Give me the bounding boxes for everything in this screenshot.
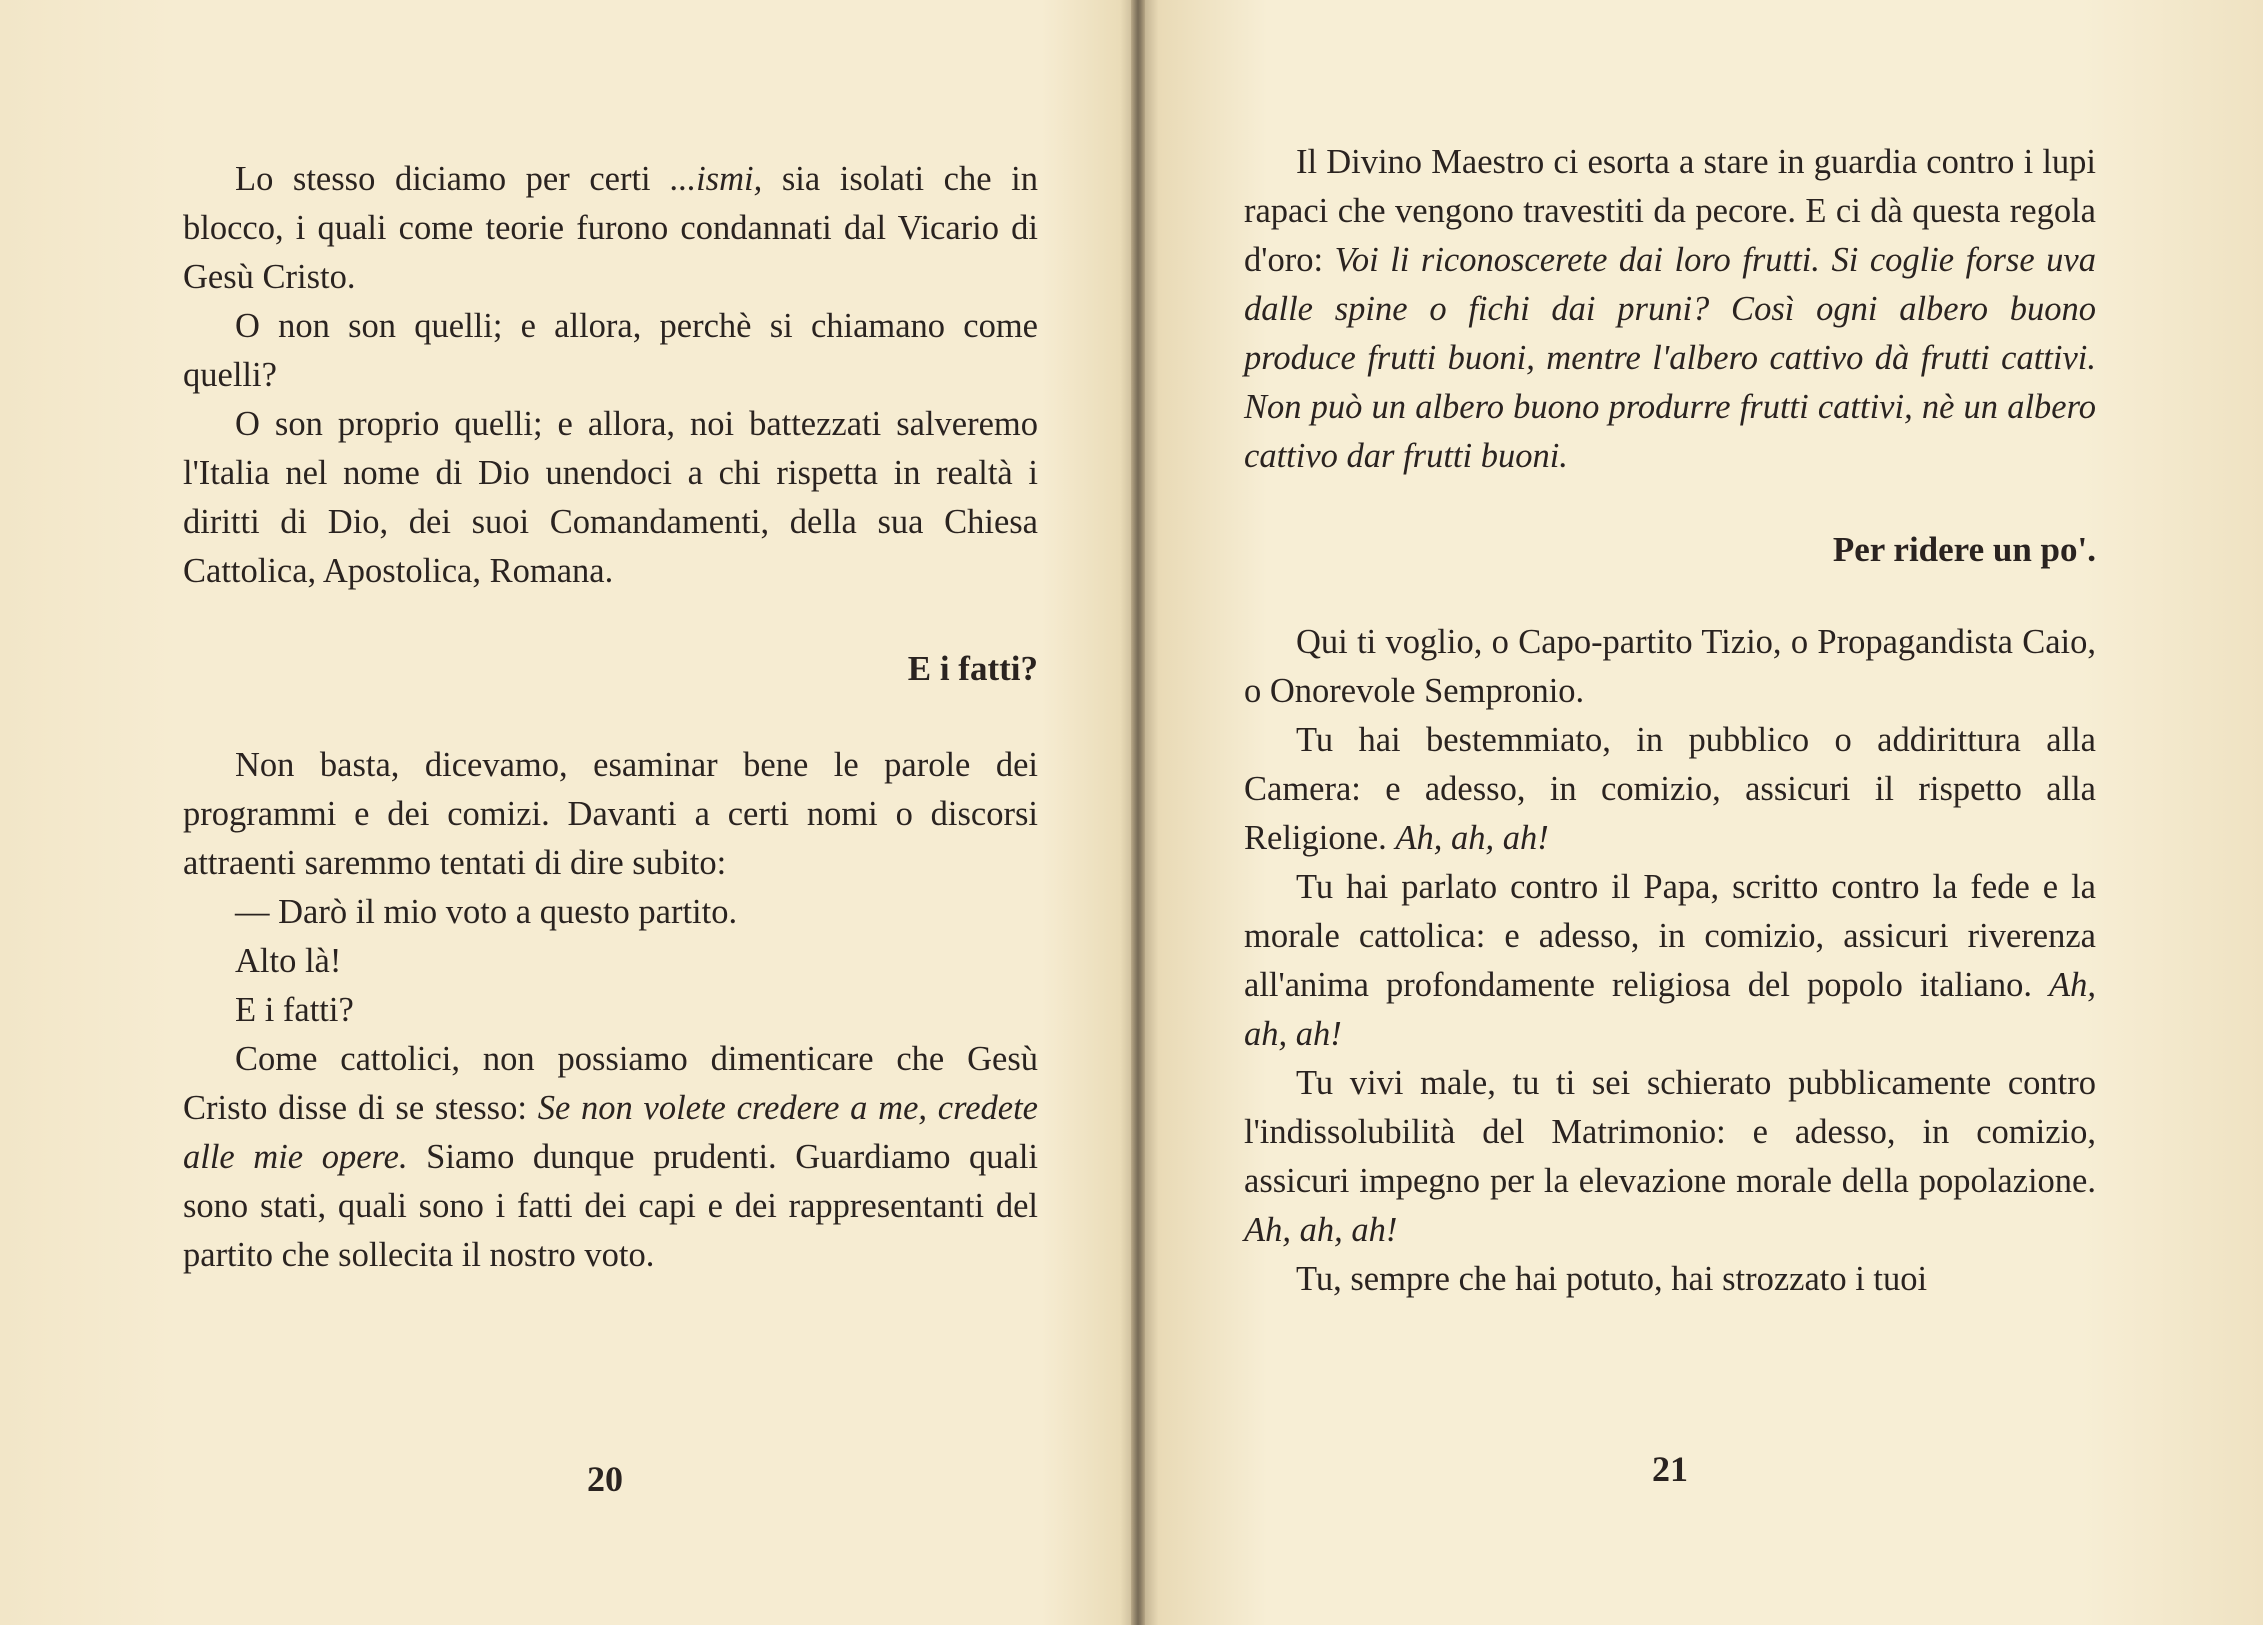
- paragraph-text: Come cattolici, non possiamo dimenticare che Gesù Cristo disse di se stesso:: [183, 1040, 1038, 1127]
- paragraph-text: Tu vivi male, tu ti sei schierato pubblicamente contro l'indissolubilità del Matrimonio: e adesso, in comizio, assicuri impegno per la elevazione morale della popolazione.: [1244, 1064, 2096, 1200]
- right-paragraph-1: [1244, 138, 2096, 481]
- paragraph-text: Tu hai parlato contro il Papa, scritto contro la fede e la morale cattolica: e adesso, in comizio, assicuri riverenza all'anima profondamente religiosa del popolo italiano.: [1244, 868, 2096, 1004]
- section-heading: Per ridere un po'.: [1832, 530, 2096, 569]
- left-paragraph-8: [183, 1035, 1038, 1280]
- paragraph-text: sia isolati che in blocco, i quali come teorie furono condannati dal Vicario di Gesù Cristo.: [183, 160, 1038, 296]
- right-paragraph-6: [1244, 1255, 2096, 1304]
- left-paragraph-4: Non basta, dicevamo, esaminar bene le parole dei programmi e dei comizi. Davanti a certi nomi o discorsi attraenti saremmo tentati di dire subito:: [183, 746, 1038, 882]
- left-paragraph-6: Alto là!: [235, 942, 342, 980]
- paragraph-text: Il Divino Maestro ci esorta a stare in guardia contro i lupi rapaci che vengono travestiti da pecore. E ci dà questa regola d'oro:: [1244, 143, 2096, 279]
- left-paragraph-5: — Darò il mio voto a questo partito.: [235, 893, 738, 931]
- paragraph-text: Tu hai bestemmiato, in pubblico o addirittura alla Camera: e adesso, in comizio, assicuri il rispetto alla Religione.: [1244, 721, 2096, 857]
- section-heading: E i fatti?: [907, 649, 1038, 688]
- left-paragraph-7: E i fatti?: [235, 991, 354, 1029]
- paragraph-text: Tu, sempre che hai potuto, hai strozzato i tuoi: [1296, 1260, 1928, 1298]
- paragraph-italic: Ah, ah, ah!: [1395, 819, 1549, 857]
- left-paragraph-1: [183, 155, 1038, 302]
- page-number-right: 21: [1652, 1449, 1688, 1489]
- paragraph-italic: Ah, ah, ah!: [1244, 1211, 1398, 1249]
- right-paragraph-5: [1244, 1059, 2096, 1255]
- left-paragraph-3: O son proprio quelli; e allora, noi battezzati salveremo l'Italia nel nome di Dio unendoci a chi rispetta in realtà i diritti di Dio, dei suoi Comandamenti, della sua Chiesa Cattolica, Apostolica, Romana.: [183, 405, 1038, 590]
- paragraph-italic: Voi li riconoscerete dai loro frutti. Si coglie forse uva dalle spine o fichi dai pruni? Così ogni albero buono produce frutti buoni, mentre l'albero cattivo dà frutti cattivi. Non può un albero buono produrre frutti cattivi, nè un albero cattivo dar frutti buoni.: [1244, 241, 2096, 475]
- left-page-text: [183, 155, 1038, 1280]
- right-paragraph-2: [1244, 618, 2096, 716]
- right-paragraph-4: [1244, 863, 2096, 1059]
- right-page-text: [1244, 138, 2096, 1304]
- paragraph-text: Qui ti voglio, o Capo-partito Tizio, o Propagandista Caio, o Onorevole Sempronio.: [1244, 623, 2096, 710]
- paragraph-italic: ...ismi,: [670, 160, 763, 198]
- right-paragraph-3: [1244, 716, 2096, 863]
- paragraph-italic: Ah, ah, ah!: [1244, 966, 2096, 1053]
- page-number-left: 20: [587, 1459, 623, 1499]
- paragraph-text: Siamo dunque prudenti. Guardiamo quali sono stati, quali sono i fatti dei capi e dei rappresentanti del partito che sollecita il nostro voto.: [183, 1138, 1039, 1274]
- left-paragraph-2: O non son quelli; e allora, perchè si chiamano come quelli?: [183, 307, 1038, 394]
- paragraph-text: Lo stesso diciamo per certi: [235, 160, 671, 198]
- paragraph-italic: Se non volete credere a me, credete alle mie opere.: [183, 1089, 1038, 1176]
